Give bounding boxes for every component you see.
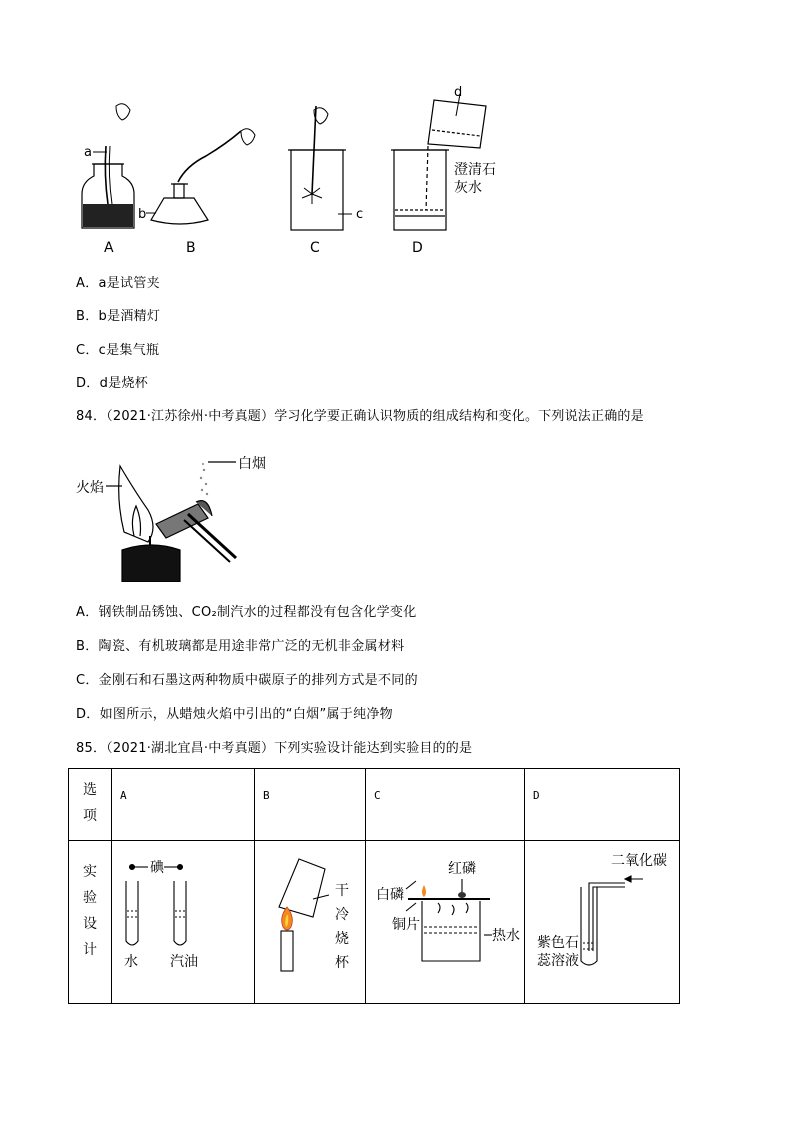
header-design-cell bbox=[69, 841, 112, 1004]
candle-figure bbox=[76, 450, 276, 582]
apparatus-c bbox=[288, 106, 352, 230]
litmus-label-1: 紫色石 bbox=[537, 935, 579, 951]
red-phosphorus-label: 红磷 bbox=[448, 861, 476, 877]
apparatus-b bbox=[146, 129, 255, 224]
q84-option-b: B．陶瓷、有机玻璃都是用途非常广泛的无机非金属材料 bbox=[76, 639, 405, 654]
col-c-label: C bbox=[374, 789, 381, 802]
design-a-cell bbox=[112, 841, 255, 1004]
col-a-label: A bbox=[120, 789, 127, 802]
design-text-3: 设 bbox=[83, 916, 97, 932]
header-text-2: 项 bbox=[83, 808, 97, 824]
q84-option-d: D．如图所示，从蜡烛火焰中引出的“白烟”属于纯净物 bbox=[76, 707, 393, 722]
design-d-figure bbox=[525, 841, 679, 999]
callout-b: b bbox=[138, 207, 147, 222]
smoke-label: 白烟 bbox=[238, 456, 266, 472]
q84-stem: 84．（2021·江苏徐州·中考真题）学习化学要正确认识物质的组成结构和变化。下列说法正确的是 bbox=[76, 409, 644, 424]
design-d-cell bbox=[525, 841, 680, 1004]
col-d-label: D bbox=[533, 789, 540, 802]
water-label: 水 bbox=[124, 954, 138, 970]
label-a: A bbox=[104, 240, 114, 256]
label-c: C bbox=[310, 240, 320, 256]
col-b-label: B bbox=[263, 789, 270, 802]
q84-option-c: C．金刚石和石墨这两种物质中碳原子的排列方式是不同的 bbox=[76, 673, 418, 688]
experiment-table bbox=[68, 768, 680, 1004]
white-phosphorus-label: 白磷 bbox=[376, 887, 404, 903]
col-c-header bbox=[366, 769, 525, 841]
label-b: B bbox=[186, 240, 196, 256]
col-a-header bbox=[112, 769, 255, 841]
callout-d: d bbox=[454, 86, 463, 100]
design-text-1: 实 bbox=[83, 864, 97, 880]
beaker-char-1: 干 bbox=[335, 883, 349, 899]
flame-label: 火焰 bbox=[76, 480, 104, 496]
iodine-label: 碘 bbox=[150, 860, 164, 876]
callout-a: a bbox=[84, 145, 92, 160]
limewater-label-2: 灰水 bbox=[454, 180, 482, 196]
col-d-header bbox=[525, 769, 680, 841]
beaker-char-4: 杯 bbox=[335, 955, 349, 971]
header-option-cell bbox=[69, 769, 112, 841]
q83-option-b: B．b是酒精灯 bbox=[76, 309, 161, 324]
beaker-char-3: 烧 bbox=[335, 931, 349, 947]
co2-label: 二氧化碳 bbox=[611, 853, 667, 869]
apparatus-a bbox=[82, 104, 134, 228]
q85-stem: 85．（2021·湖北宜昌·中考真题）下列实验设计能达到实验目的的是 bbox=[76, 741, 473, 756]
label-d: D bbox=[412, 240, 423, 256]
design-c-cell bbox=[366, 841, 525, 1004]
beaker-char-2: 冷 bbox=[335, 907, 349, 923]
litmus-label-2: 蕊溶液 bbox=[537, 953, 579, 969]
gasoline-label: 汽油 bbox=[170, 954, 198, 970]
design-text-4: 计 bbox=[83, 942, 97, 958]
header-text-1: 选 bbox=[83, 782, 97, 798]
design-b-cell bbox=[255, 841, 366, 1004]
hot-water-label: 热水 bbox=[492, 928, 520, 944]
col-b-header bbox=[255, 769, 366, 841]
callout-c: c bbox=[356, 207, 364, 222]
design-text-2: 验 bbox=[83, 890, 97, 906]
q84-option-a: A．钢铁制品锈蚀、CO₂制汽水的过程都没有包含化学变化 bbox=[76, 605, 417, 620]
q83-option-d: D．d是烧杯 bbox=[76, 376, 149, 391]
design-b-figure bbox=[255, 841, 365, 999]
design-a-figure bbox=[112, 841, 254, 999]
q83-option-c: C．c是集气瓶 bbox=[76, 343, 160, 358]
design-c-figure bbox=[366, 841, 524, 999]
apparatus-figure bbox=[76, 86, 506, 258]
copper-sheet-label: 铜片 bbox=[392, 917, 420, 933]
q83-option-a: A．a是试管夹 bbox=[76, 276, 160, 291]
limewater-label-1: 澄清石 bbox=[454, 162, 496, 178]
